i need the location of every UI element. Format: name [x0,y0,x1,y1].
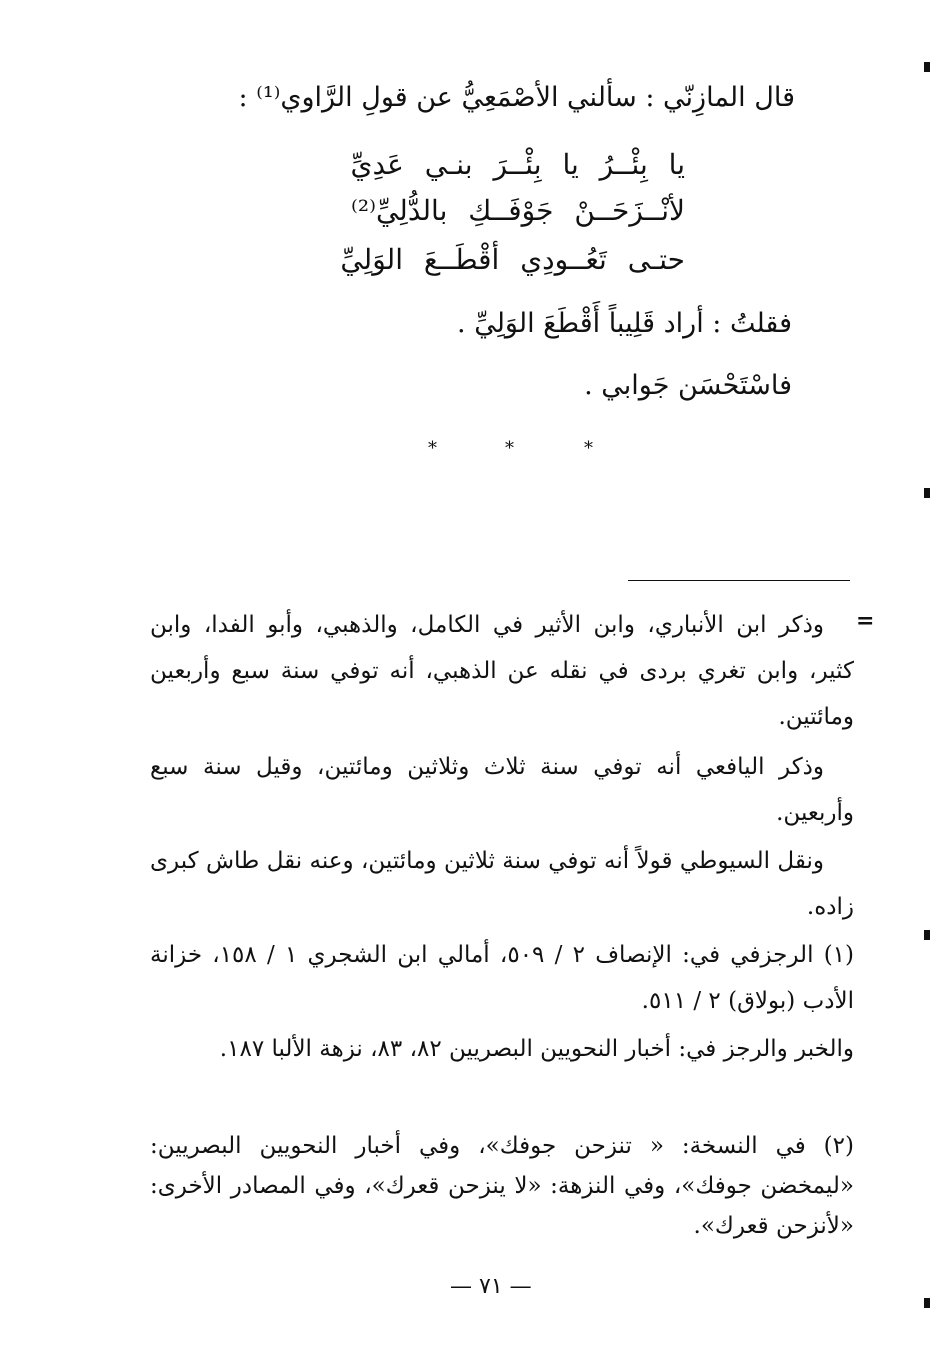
verse-line-3: حتـى تَعُــودِي أقْطَــعَ الوَلِيِّ [340,243,685,276]
edge-mark [924,930,930,940]
page-number: — ٧١ — [450,1274,532,1299]
edge-mark [924,1298,930,1308]
footnote-2: (٢) في النسخة: « تنزحن جوفك»، وفي أخبار النحويين البصريين: «ليمخضن جوفك»، وفي النزهة: «لا ينزحن قعرك»، وفي المصادر الأخرى: «لأنزحن قعرك». [150,1133,854,1239]
answer-paragraph: فقلتُ : أراد قَلِيباً أَقْطَعَ الوَلِيِّ . [457,308,792,339]
footnote-1: (١) الرجزفي في: الإنصاف ٢ / ٥٠٩، أمالي ابن الشجري ١ / ١٥٨، خزانة الأدب (بولاق) ٢ / ٥١١. [150,942,855,1014]
continuation-mark: = [856,608,875,634]
footnote-paragraph: وذكر ابن الأنباري، وابن الأثير في الكامل، والذهبي، وأبو الفدا، وابن كثير، وابن تغري بردى في نقله عن الذهبي، أنه توفي سنة سبع وأربعين ومائتين. [150,612,854,730]
edge-mark [924,488,930,498]
verse-line-2: لأنْــزَحَــنْ جَوْفَــكِ بالدُّلِيِّ⁽²⁾ [350,194,685,227]
approval-paragraph: فاسْتَحْسَن جَوابي . [584,370,792,401]
footnote-rule [628,580,850,581]
separator-star: * [505,438,514,459]
section-separator [420,438,610,468]
separator-star: * [428,438,437,459]
footnote-paragraph: ونقل السيوطي قولاً أنه توفي سنة ثلاثين ومائتين، وعنه نقل طاش كبرى زاده. [150,848,854,920]
separator-star: * [584,438,593,459]
intro-line: قال المازِنّي : سألني الأصْمَعِيُّ عن قولِ الرَّاوي⁽¹⁾ : [238,82,795,113]
footnote-paragraph: وذكر اليافعي أنه توفي سنة ثلاث وثلاثين ومائتين، وقيل سنة سبع وأربعين. [150,754,854,826]
footnote-1-continued: والخبر والرجز في: أخبار النحويين البصريين ٨٢، ٨٣، نزهة الألبا ١٨٧. [219,1036,854,1062]
verse-line-1: يا بِئْــرُ يا بِئْــرَ بنـي عَدِيِّ [350,148,685,181]
edge-mark [924,62,930,72]
